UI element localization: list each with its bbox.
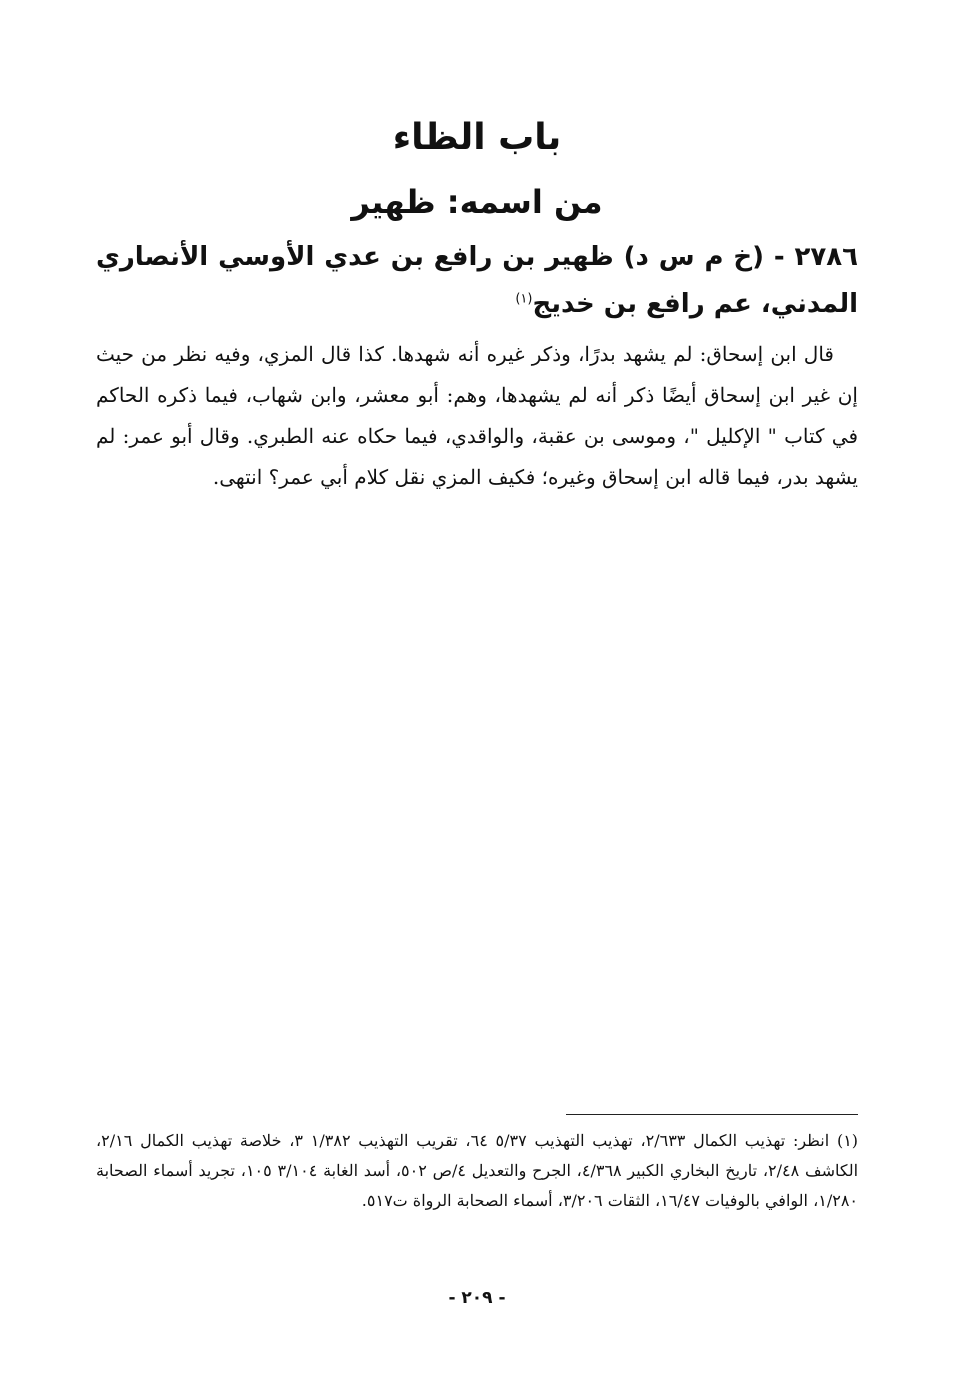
- body-paragraph: [96, 334, 858, 498]
- footnote: (١) انظر: تهذيب الكمال ٢/٦٣٣، تهذيب التهذيب ٥/٣٧ ٦٤، تقريب التهذيب ١/٣٨٢ ٣، خلاصة تهذيب الكمال ٢/١٦، الكاشف ٢/٤٨، تاريخ البخاري الكبير ٤/٣٦٨، الجرح والتعديل ٤/ص ٥٠٢، أسد الغابة ٣/١٠٤ ١٠٥، تجريد أسماء الصحابة ١/٢٨٠، الوافي بالوفيات ١٦/٤٧، الثقات ٣/٢٠٦، أسماء الصحابة الرواة ت٥١٧.: [96, 1131, 859, 1210]
- footnote-separator: [566, 1114, 858, 1115]
- section-title: من اسمه: ظهير: [351, 183, 603, 221]
- entry-heading-text: ٢٧٨٦ - (خ م س د) ظهير بن رافع بن عدي الأوسي الأنصاري المدني، عم رافع بن خديج: [96, 242, 858, 319]
- entry-heading: [96, 234, 858, 328]
- page-number: - ٢٠٩ -: [448, 1288, 506, 1308]
- footnote-reference: (١): [515, 291, 533, 307]
- body-paragraph-text: قال ابن إسحاق: لم يشهد بدرًا، وذكر غيره أنه شهدها. كذا قال المزي، وفيه نظر من حيث إن غير ابن إسحاق أيضًا ذكر أنه لم يشهدها، وهم: أبو معشر، وابن شهاب، فيما ذكره الحاكم في كتاب " الإكليل "، وموسى بن عقبة، والواقدي، فيما حكاه عنه الطبري. وقال أبو عمر: لم يشهد بدر، فيما قاله ابن إسحاق وغيره؛ فكيف المزي نقل كلام أبي عمر؟ انتهى.: [96, 342, 858, 489]
- chapter-title: باب الظاء: [392, 117, 562, 158]
